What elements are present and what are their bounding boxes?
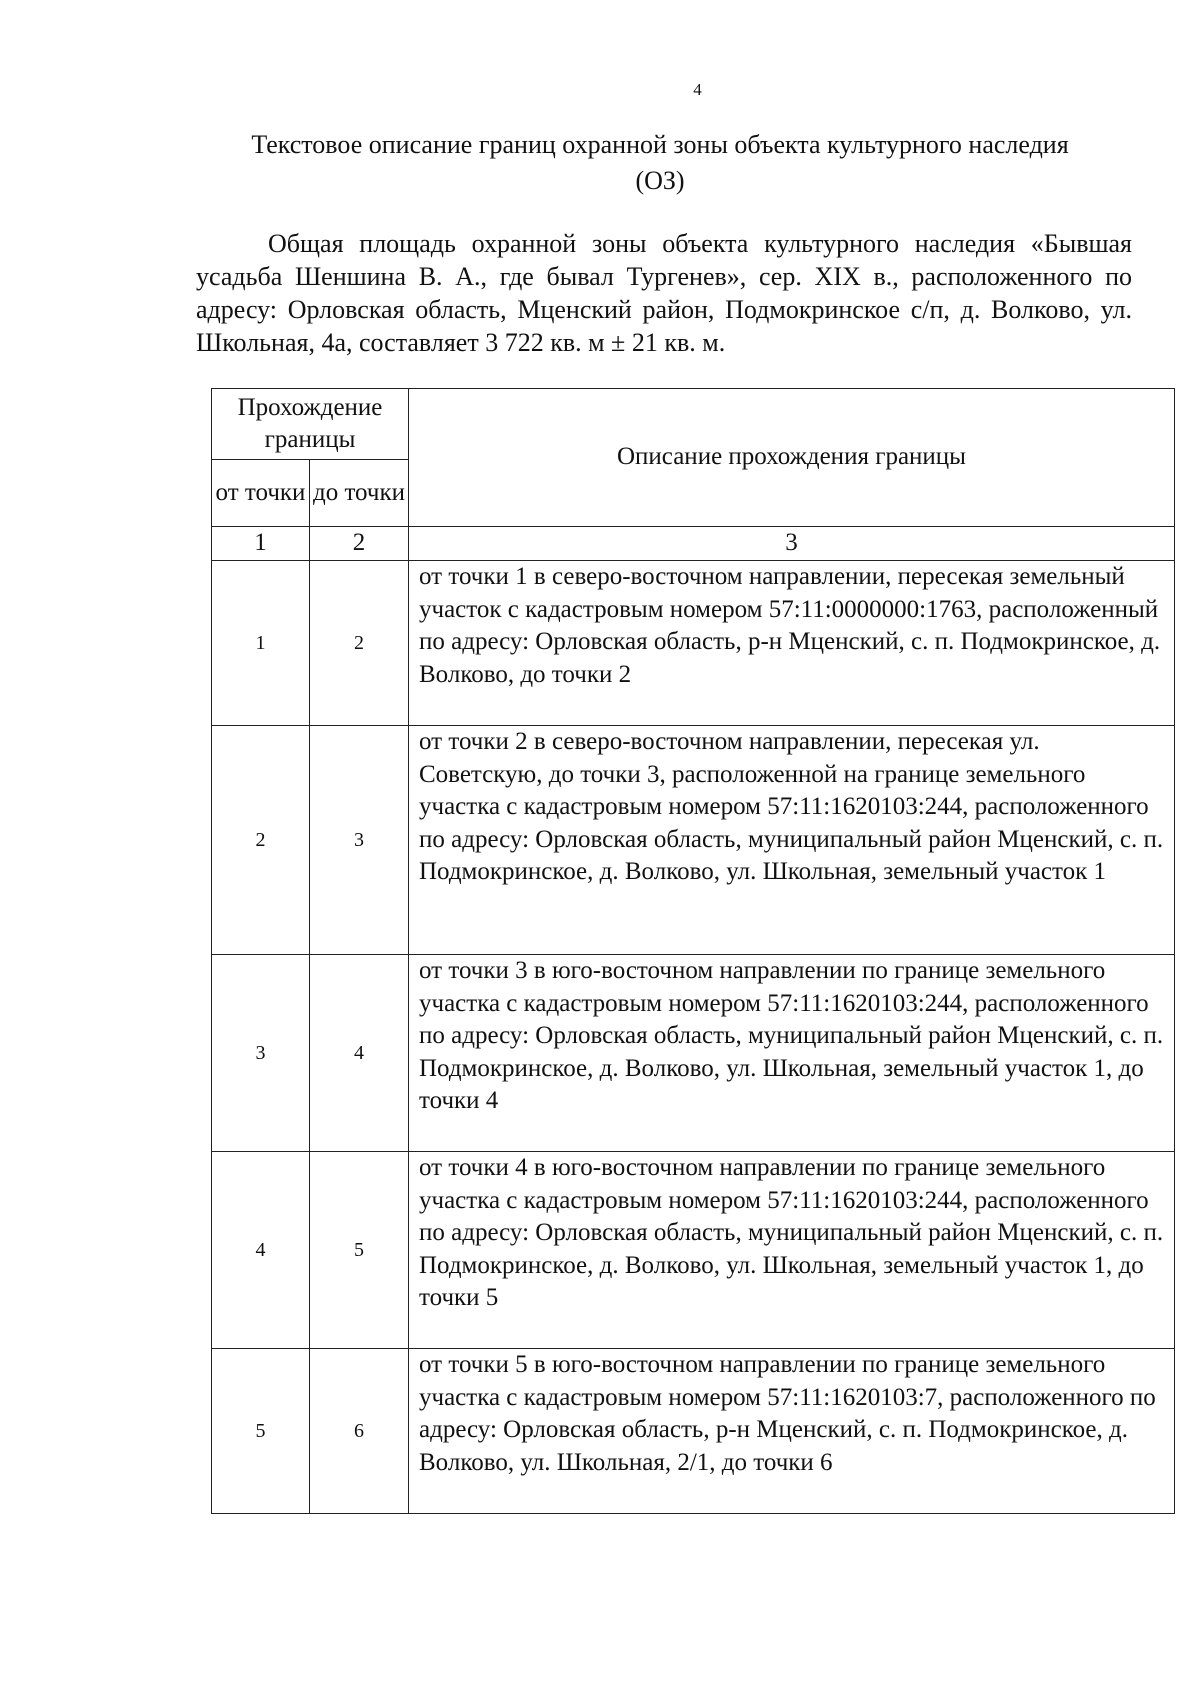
to-point-cell: 2 — [310, 561, 409, 726]
table-row — [212, 726, 1175, 955]
intro-paragraph: Общая площадь охранной зоны объекта культурного наследия «Бывшая усадьба Шеншина В. А., где бывал Тургенев», сер. XIX в., расположенного по адресу: Орловская область, Мценский район, Подмокринское с/п, д. Волково, ул. Школьная, 4а, составляет 3 722 кв. м ± 21 кв. м. — [196, 229, 1132, 357]
column-number: 2 — [310, 527, 409, 561]
header-from-point: от точки — [212, 460, 310, 527]
description-cell: от точки 1 в северо-восточном направлении, пересекая земельный участок с кадастровым номером 57:11:0000000:1763, расположенный по адресу: Орловская область, р-н Мценский, с. п. Подмокринское, д. Волково, до точки 2 — [409, 561, 1175, 726]
table-row — [212, 1349, 1175, 1514]
to-point-cell: 4 — [310, 955, 409, 1152]
description-cell: от точки 3 в юго-восточном направлении по границе земельного участка с кадастровым номером 57:11:1620103:244, расположенного по адресу: Орловская область, муниципальный район Мценский, с. п. Подмокринское, д. Волково, ул. Школьная, земельный участок 1, до точки 4 — [409, 955, 1175, 1152]
page-number: 4 — [693, 80, 702, 99]
header-description: Описание прохождения границы — [409, 389, 1175, 527]
document-title: Текстовое описание границ охранной зоны объекта культурного наследия (ОЗ) — [251, 130, 1069, 195]
column-number: 1 — [212, 527, 310, 561]
to-point-cell: 5 — [310, 1152, 409, 1349]
from-point-cell: 1 — [212, 561, 310, 726]
table-row — [212, 561, 1175, 726]
description-cell: от точки 2 в северо-восточном направлении, пересекая ул. Советскую, до точки 3, расположенной на границе земельного участка с кадастровым номером 57:11:1620103:244, расположенного по адресу: Орловская область, муниципальный район Мценский, с. п. Подмокринское, д. Волково, ул. Школьная, земельный участок 1 — [409, 726, 1175, 955]
column-number: 3 — [409, 527, 1175, 561]
header-boundary-passage: Прохождение границы — [212, 389, 409, 460]
to-point-cell: 6 — [310, 1349, 409, 1514]
from-point-cell: 4 — [212, 1152, 310, 1349]
from-point-cell: 3 — [212, 955, 310, 1152]
description-cell: от точки 5 в юго-восточном направлении по границе земельного участка с кадастровым номером 57:11:1620103:7, расположенного по адресу: Орловская область, р-н Мценский, с. п. Подмокринское, д. Волково, ул. Школьная, 2/1, до точки 6 — [409, 1349, 1175, 1514]
column-number-row — [212, 527, 1175, 561]
from-point-cell: 2 — [212, 726, 310, 955]
table-header-row — [212, 389, 1175, 460]
table-row — [212, 955, 1175, 1152]
table-row — [212, 1152, 1175, 1349]
boundary-table — [211, 388, 1175, 1514]
header-to-point: до точки — [310, 460, 409, 527]
to-point-cell: 3 — [310, 726, 409, 955]
from-point-cell: 5 — [212, 1349, 310, 1514]
description-cell: от точки 4 в юго-восточном направлении по границе земельного участка с кадастровым номером 57:11:1620103:244, расположенного по адресу: Орловская область, муниципальный район Мценский, с. п. Подмокринское, д. Волково, ул. Школьная, земельный участок 1, до точки 5 — [409, 1152, 1175, 1349]
